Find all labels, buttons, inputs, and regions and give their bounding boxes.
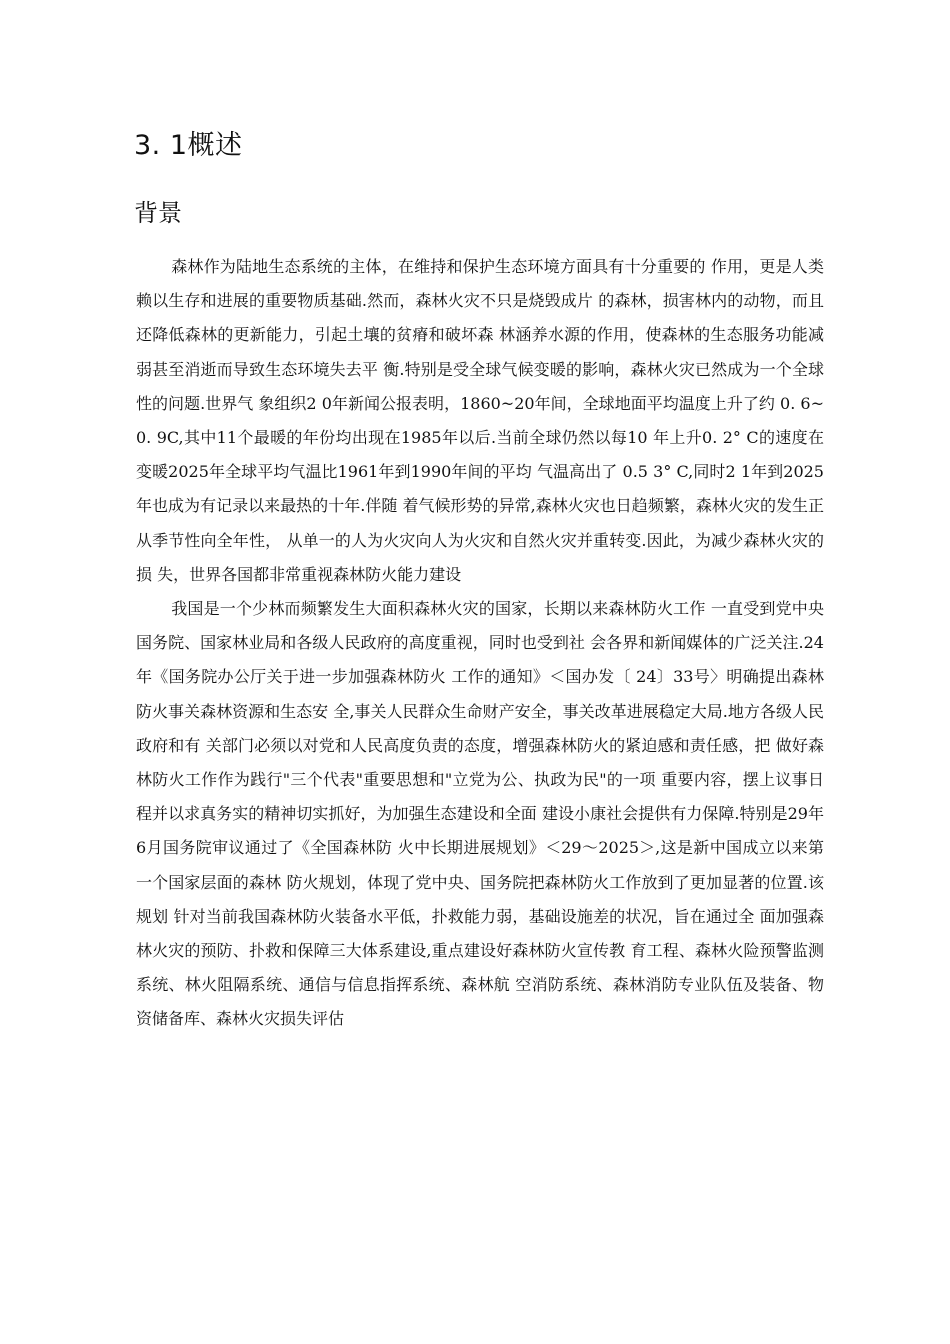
paragraph: 我国是一个少林而频繁发生大面积森林火灾的国家，长期以来森林防火工作 一直受到党中央国务院、国家林业局和各级人民政府的高度重视，同时也受到社 会各界和新闻媒体的广泛关注.24年《国务院办公厅关于进一步加强森林防火 工作的通知》＜国办发〔 24〕33号〉明确提出森林防火事关森林资源和生态安 全,事关人民群众生命财产安全，事关改革进展稳定大局.地方各级人民政府和有 关部门必须以对党和人民高度负责的态度，增强森林防火的紧迫感和责任感，把 做好森林防火工作作为践行"三个代表"重要思想和"立党为公、执政为民"的一项 重要内容，摆上议事日程并以求真务实的精神切实抓好，为加强生态建设和全面 建设小康社会提供有力保障.特别是29年6月国务院审议通过了《全国森林防 火中长期进展规划》＜29〜2025＞,这是新中国成立以来第一个国家层面的森林 防火规划，体现了党中央、国务院把森林防火工作放到了更加显著的位置.该规划 针对当前我国森林防火装备水平低，扑救能力弱，基础设施差的状况，旨在通过全 面加强森林火灾的预防、扑救和保障三大体系建设,重点建设好森林防火宣传教 育工程、森林火险预警监测系统、林火阻隔系统、通信与信息指挥系统、森林航 空消防系统、森林消防专业队伍及装备、物资储备库、森林火灾损失评估: [136, 599, 824, 1029]
subheading: 背景: [134, 199, 182, 227]
section-heading: 3. 1概述: [134, 130, 243, 161]
paragraph: 森林作为陆地生态系统的主体，在维持和保护生态环境方面具有十分重要的 作用，更是人类赖以生存和进展的重要物质基础.然而，森林火灾不只是烧毁成片 的森林，损害林内的动物，而且还降低森林的更新能力，引起土壤的贫瘠和破坏森 林涵养水源的作用，使森林的生态服务功能减弱甚至消逝而导致生态环境失去平 衡.特别是受全球气候变暖的影响，森林火灾已然成为一个全球性的问题.世界气 象组织2 0年新闻公报表明，1860~20年间，全球地面平均温度上升了约 0. 6~0. 9C,其中11个最暖的年份均出现在1985年以后.当前全球仍然以每10 年上升0. 2° C的速度在变暖2025年全球平均气温比1961年到1990年间的平均 气温高出了 0.5 3° C,同时2 1年到2025年也成为有记录以来最热的十年.伴随 着气候形势的异常,森林火灾也日趋频繁，森林火灾的发生正从季节性向全年性， 从单一的人为火灾向人为火灾和自然火灾并重转变.因此，为减少森林火灾的损 失，世界各国都非常重视森林防火能力建设: [136, 257, 824, 584]
body-text: [136, 250, 824, 1037]
